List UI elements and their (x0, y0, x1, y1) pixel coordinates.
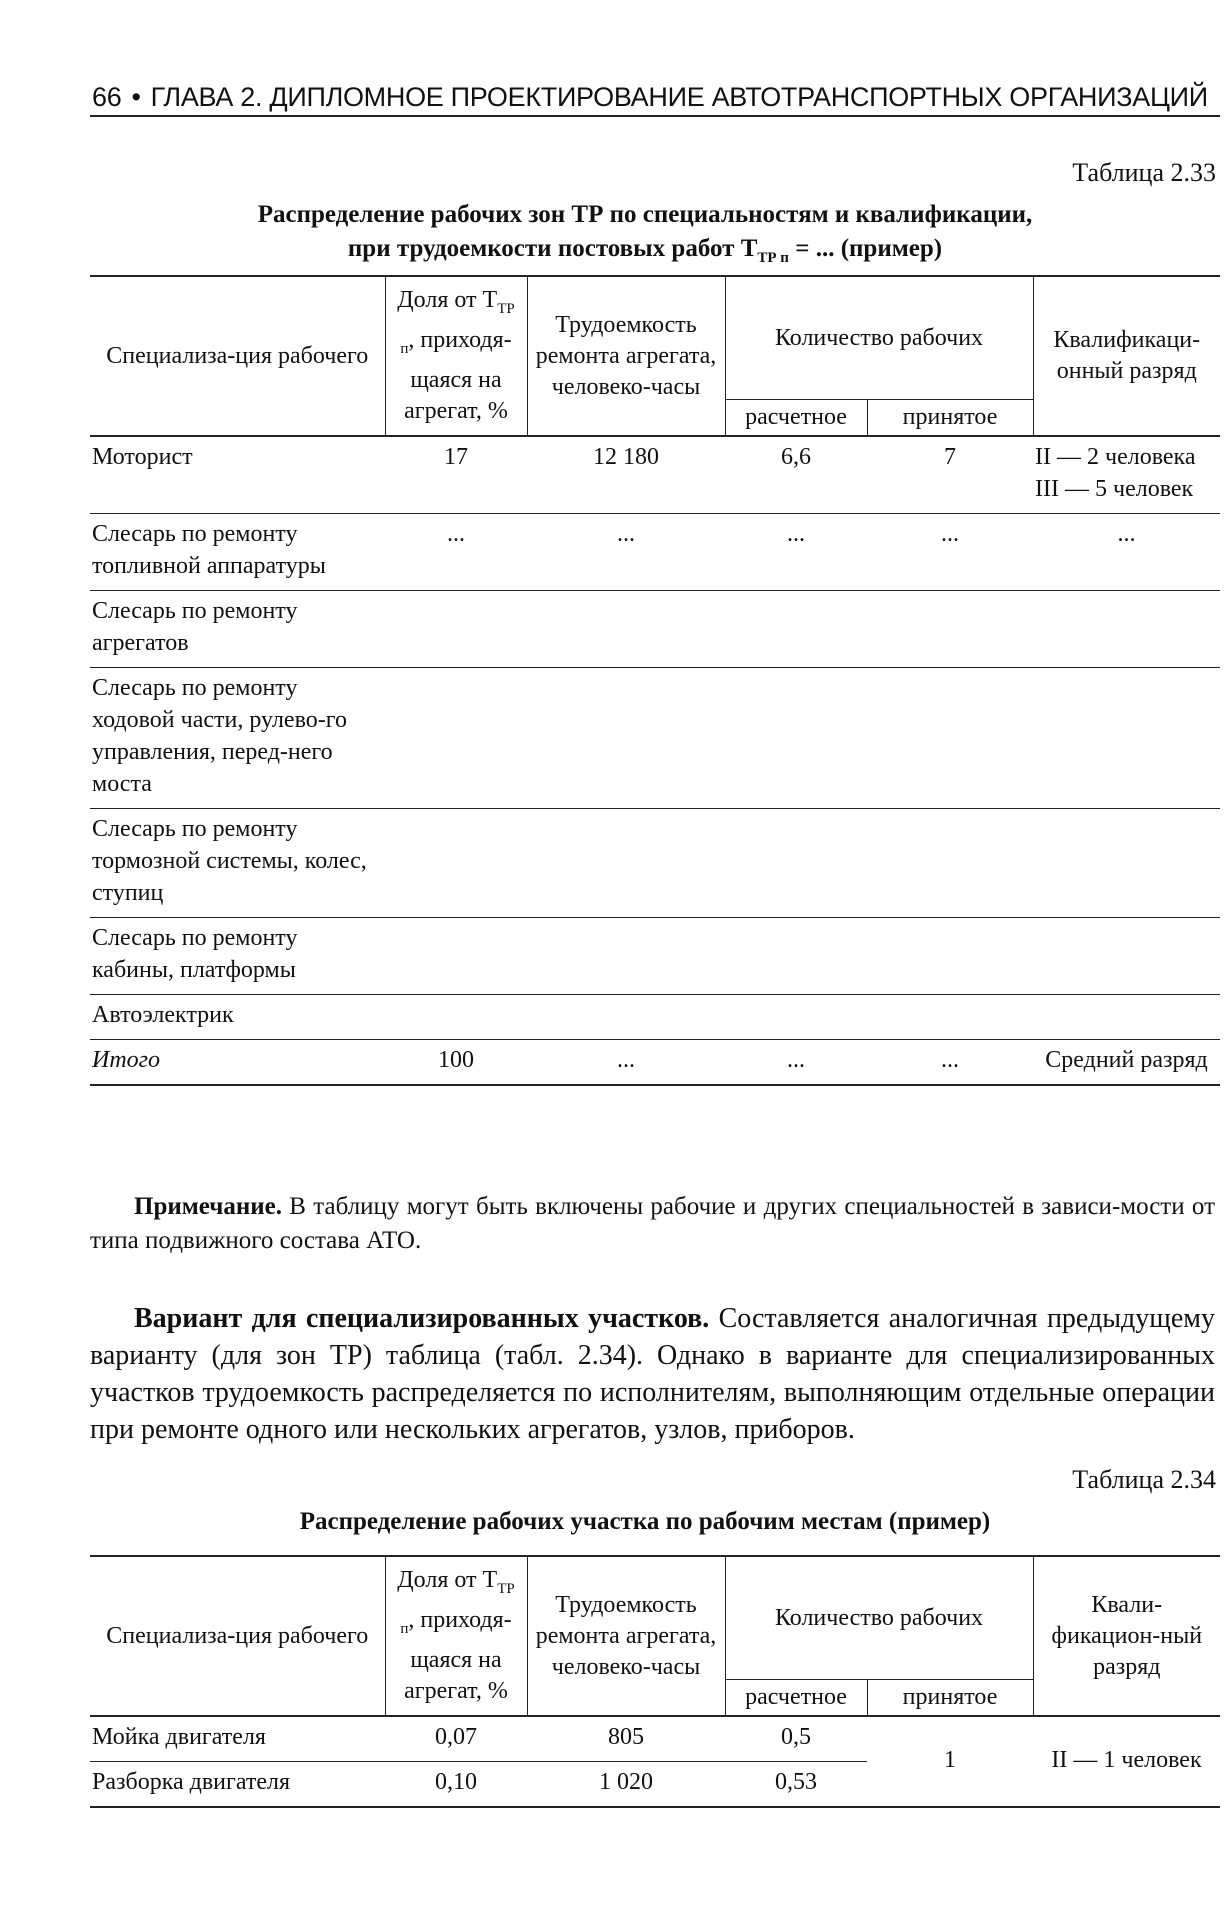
cell-qual: II — 2 человека III — 5 человек (1035, 444, 1196, 502)
table-row (90, 809, 1220, 918)
cell-share: 100 (438, 1047, 474, 1073)
t2-header-share: Доля от $T_{ТР п}$, приходя-щаяся на агрегат, % (385, 1556, 527, 1716)
header-bullet: • (131, 82, 141, 112)
cell-share (385, 591, 527, 668)
cell-accepted (867, 918, 1033, 995)
table-row (90, 591, 1220, 668)
cell-calc (725, 809, 867, 918)
cell-calc: 0,53 (775, 1769, 817, 1795)
cell-calc (725, 668, 867, 809)
cell-qual: Средний разряд (1045, 1047, 1208, 1073)
cell-spec: Автоэлектрик (92, 1002, 234, 1028)
cell-qual (1033, 668, 1220, 809)
note-label: Примечание. (134, 1193, 283, 1220)
cell-accepted (867, 809, 1033, 918)
cell-labor (527, 995, 725, 1040)
table-row (90, 514, 1220, 591)
cell-qual (1033, 918, 1220, 995)
note-text: В таблицу могут быть включены рабочие и других специальностей в зависи-мости от типа подвижного состава АТО. (90, 1193, 1215, 1254)
table-row (90, 1716, 1220, 1762)
t1-header-qual: Квалификаци-онный разряд (1033, 276, 1220, 436)
cell-labor: 1 020 (599, 1769, 653, 1795)
table-row (90, 918, 1220, 995)
table2-number: Таблица 2.34 (1072, 1465, 1216, 1494)
t1-header-workers: Количество рабочих (725, 276, 1033, 400)
cell-labor (527, 668, 725, 809)
cell-qual (1033, 591, 1220, 668)
cell-share (385, 995, 527, 1040)
header-rule (90, 115, 1220, 117)
cell-calc: ... (787, 521, 805, 547)
cell-spec: Слесарь по ремонту топливной аппаратуры (92, 521, 326, 579)
cell-accepted: ... (941, 1047, 959, 1073)
cell-calc: 6,6 (781, 444, 811, 470)
cell-spec: Слесарь по ремонту тормозной системы, колес, ступиц (92, 816, 367, 906)
paragraph-text: Составляется аналогичная предыдущему варианту (для зон ТР) таблица (табл. 2.34). Однако в варианте для специализированных участков трудоемкость распределяется по исполнителям, выполняющим отдельные операции при ремонте одного или нескольких агрегатов, узлов, приборов. (90, 1303, 1215, 1445)
t1-header-accepted: принятое (867, 400, 1033, 437)
table1-number: Таблица 2.33 (1072, 158, 1216, 187)
table2 (90, 1555, 1220, 1808)
t2-header-calc: расчетное (725, 1680, 867, 1717)
cell-accepted (867, 668, 1033, 809)
cell-calc (725, 591, 867, 668)
table1-note (90, 1190, 1215, 1258)
table-row (90, 436, 1220, 514)
cell-share: 0,10 (435, 1769, 477, 1795)
running-header (92, 82, 1212, 113)
table-row (90, 995, 1220, 1040)
cell-accepted: ... (941, 521, 959, 547)
cell-share (385, 809, 527, 918)
cell-labor (527, 918, 725, 995)
cell-qual (1033, 995, 1220, 1040)
t2-header-labor: Трудоемкость ремонта агрегата, человеко-часы (527, 1556, 725, 1716)
table2-title: Распределение рабочих участка по рабочим местам (пример) (299, 1508, 991, 1535)
t1-header-labor: Трудоемкость ремонта агрегата, человеко-часы (527, 276, 725, 436)
body-paragraph (90, 1300, 1215, 1448)
cell-spec: Слесарь по ремонту ходовой части, рулево-го управления, перед-него моста (92, 675, 347, 797)
page-number: 66 (92, 82, 122, 112)
cell-qual: ... (1117, 521, 1136, 547)
table1 (90, 275, 1220, 1086)
cell-spec: Слесарь по ремонту агрегатов (92, 598, 298, 656)
t2-header-spec: Специализа-ция рабочего (90, 1556, 385, 1716)
t1-header-spec: Специализа-ция рабочего (90, 276, 385, 436)
paragraph-lead: Вариант для специализированных участков. (134, 1303, 710, 1334)
cell-labor (527, 809, 725, 918)
cell-accepted (867, 591, 1033, 668)
cell-accepted (867, 995, 1033, 1040)
cell-accepted: 7 (944, 444, 956, 470)
t2-header-qual: Квали-фикацион-ный разряд (1033, 1556, 1220, 1716)
cell-share: 17 (444, 444, 468, 470)
table1-title-line2: при трудоемкости постовых работ $T_{ТР п}$ = ... (пример) (347, 235, 943, 266)
cell-spec: Мойка двигателя (92, 1724, 266, 1750)
cell-labor: 12 180 (593, 444, 659, 470)
cell-qual (1033, 809, 1220, 918)
cell-labor: 805 (608, 1724, 644, 1750)
table1-title (90, 198, 1200, 275)
cell-spec: Слесарь по ремонту кабины, платформы (92, 925, 298, 983)
cell-spec: Моторист (92, 444, 193, 470)
cell-labor (527, 591, 725, 668)
table-row-total (90, 1040, 1220, 1086)
cell-spec-total: Итого (92, 1047, 161, 1073)
cell-calc (725, 918, 867, 995)
t2-header-accepted: принятое (867, 1680, 1033, 1717)
cell-calc: ... (787, 1047, 805, 1073)
cell-share (385, 668, 527, 809)
cell-spec: Разборка двигателя (92, 1769, 291, 1795)
table-row (90, 668, 1220, 809)
cell-accepted-merged: 1 (944, 1746, 956, 1773)
cell-labor: ... (617, 1047, 635, 1073)
cell-share (385, 918, 527, 995)
cell-labor: ... (617, 521, 635, 547)
cell-calc (725, 995, 867, 1040)
t1-header-calc: расчетное (725, 400, 867, 437)
chapter-title: ГЛАВА 2. ДИПЛОМНОЕ ПРОЕКТИРОВАНИЕ АВТОТРАНСПОРТНЫХ ОРГАНИЗАЦИЙ (150, 82, 1208, 112)
t2-header-workers: Количество рабочих (725, 1556, 1033, 1680)
table1-title-line1: Распределение рабочих зон ТР по специальностям и квалификации, (257, 201, 1033, 228)
t1-header-share: Доля от $T_{ТР п}$, приходя-щаяся на агрегат, % (385, 276, 527, 436)
cell-qual-merged: II — 1 человек (1051, 1746, 1202, 1773)
cell-calc: 0,5 (781, 1724, 811, 1750)
cell-share: ... (447, 521, 465, 547)
cell-share: 0,07 (435, 1724, 477, 1750)
